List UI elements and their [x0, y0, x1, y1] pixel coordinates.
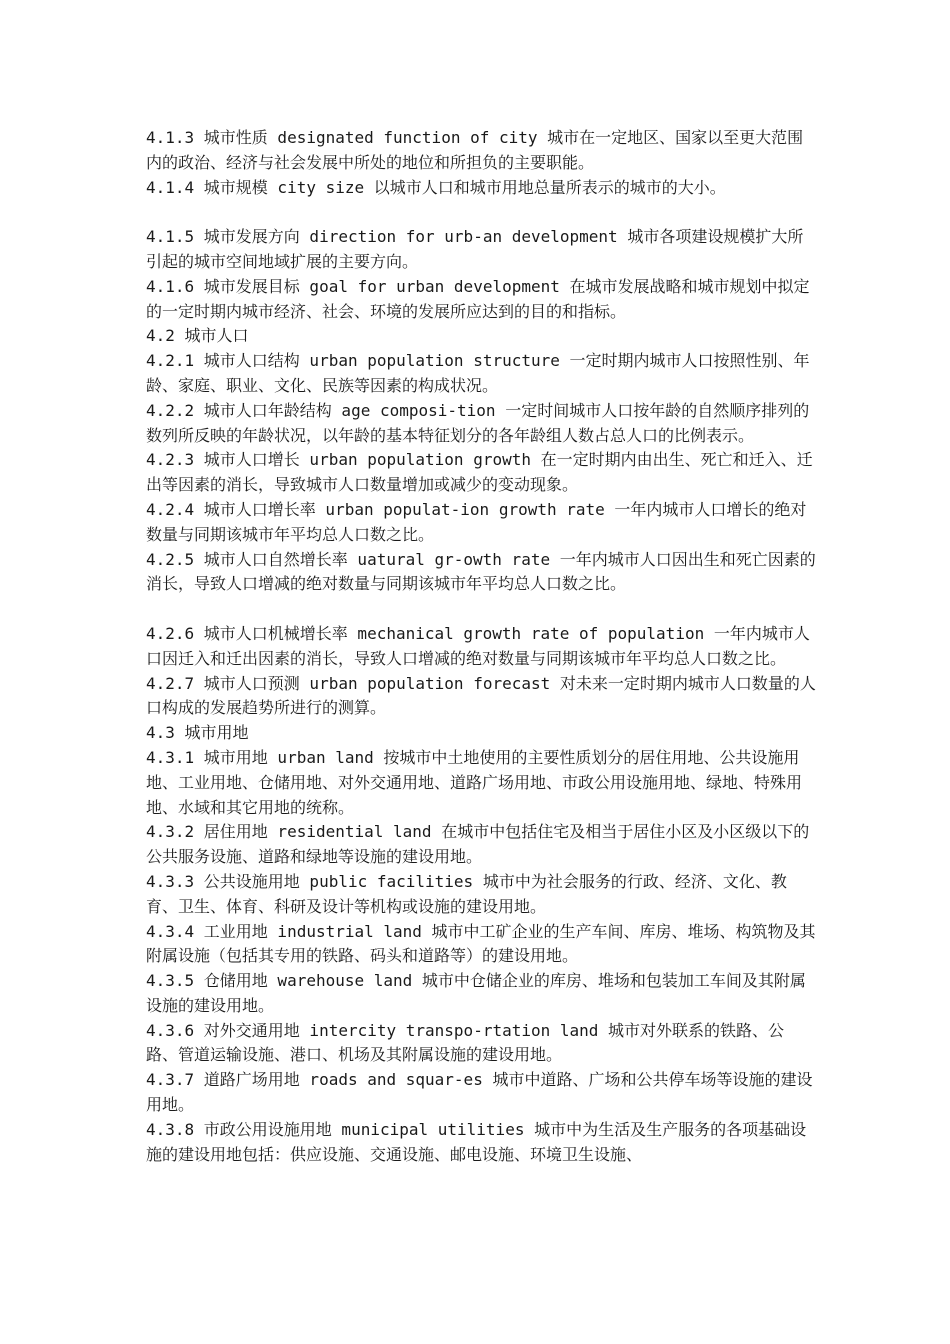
paragraph-4-3-5: 4.3.5 仓储用地 warehouse land 城市中仓储企业的库房、堆场和包装加工车间及其附属设施的建设用地。 [146, 971, 806, 1015]
paragraph-4-2-3: 4.2.3 城市人口增长 urban population growth 在一定时期内由出生、死亡和迁入、迁出等因素的消长，导致城市人口数量增加或减少的变动现象。 [146, 450, 813, 495]
paragraph-4-2-2: 4.2.2 城市人口年龄结构 age composi-tion 一定时间城市人口按年龄的自然顺序排列的数列所反映的年龄状况，以年龄的基本特征划分的各年龄组人数占总人口的比例表示。 [146, 400, 810, 445]
section-heading-4-2: 4.2 城市人口 [146, 326, 249, 346]
paragraph-4-3-7: 4.3.7 道路广场用地 roads and squar-es 城市中道路、广场和公共停车场等设施的建设用地。 [146, 1070, 813, 1115]
paragraph-4-3-8: 4.3.8 市政公用设施用地 municipal utilities 城市中为生活及生产服务的各项基础设施的建设用地包括：供应设施、交通设施、邮电设施、环境卫生设施、 [146, 1119, 807, 1164]
paragraph-4-3-2: 4.3.2 居住用地 residential land 在城市中包括住宅及相当于居住小区及小区级以下的公共服务设施、道路和绿地等设施的建设用地。 [146, 822, 810, 867]
paragraph-4-2-7: 4.2.7 城市人口预测 urban population forecast 对未来一定时期内城市人口数量的人口构成的发展趋势所进行的测算。 [146, 673, 816, 718]
section-heading-4-3: 4.3 城市用地 [146, 723, 249, 743]
paragraph-4-3-1: 4.3.1 城市用地 urban land 按城市中土地使用的主要性质划分的居住用地、公共设施用地、工业用地、仓储用地、对外交通用地、道路广场用地、市政公用设施用地、绿地、特殊用地、水域和其它用地的统称。 [146, 747, 803, 817]
paragraph-4-3-6: 4.3.6 对外交通用地 intercity transpo-rtation land 城市对外联系的铁路、公路、管道运输设施、港口、机场及其附属设施的建设用地。 [146, 1020, 785, 1065]
paragraph-4-1-4: 4.1.4 城市规模 city size 以城市人口和城市用地总量所表示的城市的大小。 [146, 177, 726, 197]
paragraph-4-3-4: 4.3.4 工业用地 industrial land 城市中工矿企业的生产车间、库房、堆场、构筑物及其附属设施（包括其专用的铁路、码头和道路等）的建设用地。 [146, 921, 816, 966]
paragraph-4-1-5: 4.1.5 城市发展方向 direction for urb-an development 城市各项建设规模扩大所引起的城市空间地域扩展的主要方向。 [146, 227, 804, 271]
paragraph-4-2-6: 4.2.6 城市人口机械增长率 mechanical growth rate of population 一年内城市人口因迁入和迁出因素的消长，导致人口增减的绝对数量与同期该城市年平均总人口数之比。 [146, 623, 810, 668]
paragraph-gap [146, 200, 816, 225]
paragraph-4-2-5: 4.2.5 城市人口自然增长率 uatural gr-owth rate 一年内城市人口因出生和死亡因素的消长，导致人口增减的绝对数量与同期该城市年平均总人口数之比。 [146, 549, 816, 594]
paragraph-4-2-1: 4.2.1 城市人口结构 urban population structure 一定时期内城市人口按照性别、年龄、家庭、职业、文化、民族等因素的构成状况。 [146, 351, 810, 395]
paragraph-gap [146, 597, 816, 622]
document-body [146, 126, 816, 1167]
paragraph-4-3-3: 4.3.3 公共设施用地 public facilities 城市中为社会服务的行政、经济、文化、教育、卫生、体育、科研及设计等机构或设施的建设用地。 [146, 871, 787, 916]
paragraph-4-1-6: 4.1.6 城市发展目标 goal for urban development 在城市发展战略和城市规划中拟定的一定时期内城市经济、社会、环境的发展所应达到的目的和指标。 [146, 276, 810, 321]
paragraph-4-2-4: 4.2.4 城市人口增长率 urban populat-ion growth rate 一年内城市人口增长的绝对数量与同期该城市年平均总人口数之比。 [146, 499, 807, 544]
paragraph-4-1-3: 4.1.3 城市性质 designated function of city 城市在一定地区、国家以至更大范围内的政治、经济与社会发展中所处的地位和所担负的主要职能。 [146, 128, 804, 172]
